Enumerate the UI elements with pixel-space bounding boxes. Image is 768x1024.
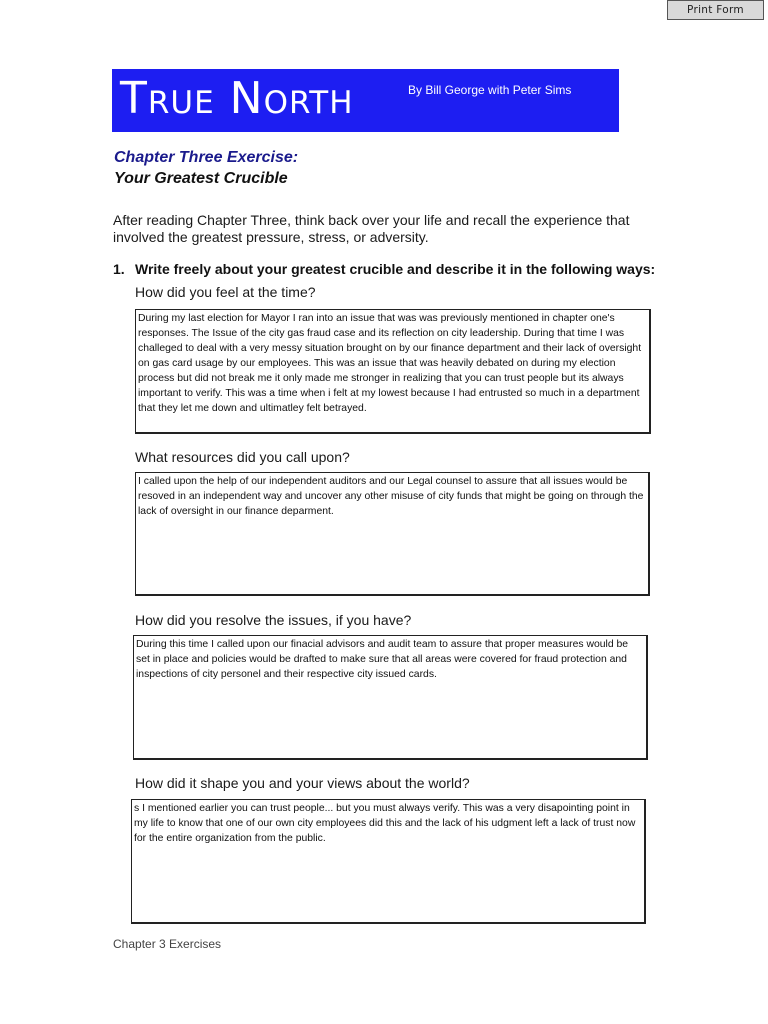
answer-resources-field[interactable]: I called upon the help of our independent auditors and our Legal counsel to assure that all issues would be resoved in an independent way and uncover any other misuse of city funds that might be going on through the lack of oversight in our finance deparment. [135, 472, 650, 596]
question-number: 1. [113, 261, 125, 277]
intro-paragraph: After reading Chapter Three, think back over your life and recall the experience that involved the greatest pressure, stress, or adversity. [113, 212, 630, 245]
page-footer: Chapter 3 Exercises [113, 937, 222, 951]
answer-shape-field[interactable]: s I mentioned earlier you can trust people... but you must always verify. This was a very disapointing point in my life to know that one of our own city employees did this and the lack of his udgment left a lack of trust now for the entire organization from the public. [131, 799, 646, 924]
prompt-resolve-label: How did you resolve the issues, if you have? [135, 612, 412, 628]
book-byline: By Bill George with Peter Sims [408, 83, 572, 97]
chapter-subtitle: Your Greatest Crucible [114, 170, 288, 187]
question-text: Write freely about your greatest crucible and describe it in the following ways: [135, 261, 656, 277]
print-form-button[interactable]: Print Form [667, 0, 764, 20]
answer-resolve-field[interactable]: During this time I called upon our finacial advisors and audit team to assure that proper measures would be set in place and policies would be drafted to make sure that all areas were covered for fraud protection and inspections of city personel and their respective city issued cards. [133, 635, 648, 760]
prompt-feel-label: How did you feel at the time? [135, 284, 316, 300]
book-title-banner [112, 69, 619, 132]
chapter-heading: Chapter Three Exercise: [114, 149, 299, 166]
prompt-resources-label: What resources did you call upon? [135, 449, 350, 465]
question-heading [113, 261, 655, 277]
book-title: True North [120, 73, 354, 124]
answer-feel-field[interactable]: During my last election for Mayor I ran into an issue that was was previously mentioned in chapter one's responses. The Issue of the city gas fraud case and its reflection on city leadership. During that time I was challeged to deal with a very messy situation brought on by our finance department and their lack of oversight on gas card usage by our employees. This was an issue that was heavily debated on during my election process but did not break me it only made me stronger in realizing that you can trust people but its always important to verify. This was a time when i felt at my lowest because I had entrusted so much in a department that they let me down and ultimatley felt betrayed. [135, 309, 651, 434]
prompt-shape-label: How did it shape you and your views about the world? [135, 775, 470, 791]
